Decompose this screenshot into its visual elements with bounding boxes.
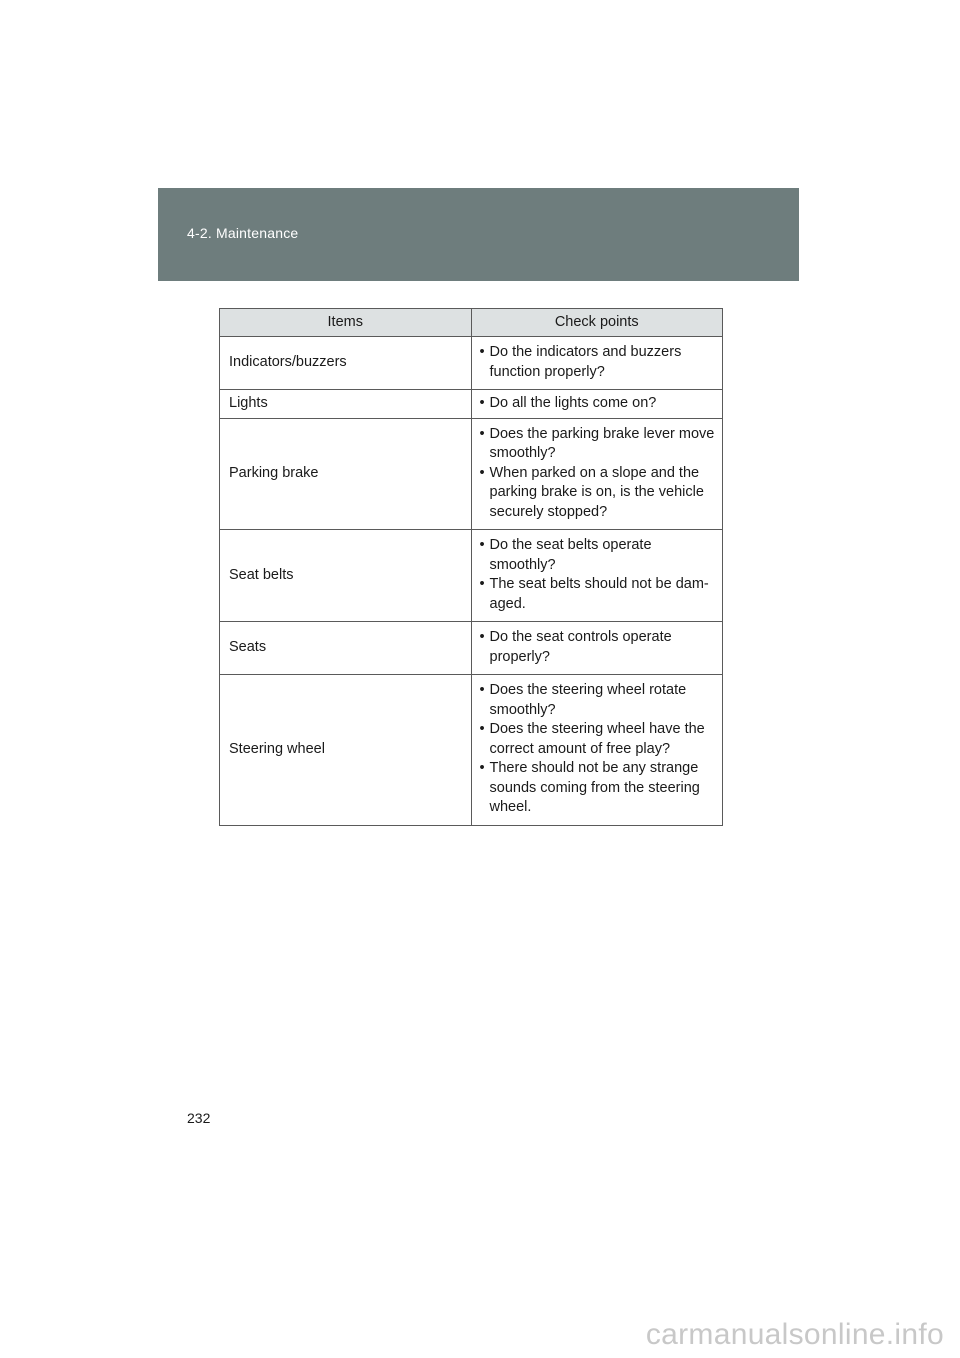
check-points-cell [471, 418, 723, 530]
check-points-list [480, 425, 719, 523]
bullet: • [479, 760, 485, 776]
check-points-cell [471, 530, 723, 622]
check-point [480, 425, 719, 464]
check-points-list [480, 681, 719, 818]
check-point-text: Does the parking brake lever move smoothly? [489, 425, 715, 461]
check-points-list [480, 394, 719, 414]
bullet: • [479, 721, 485, 737]
check-point-text: Do the indicators and buzzers function properly? [489, 344, 682, 380]
check-points-cell [471, 675, 723, 826]
check-point-text: There should not be any strange sounds coming from the steering wheel. [489, 760, 700, 815]
check-point-text: Does the steering wheel rotate smoothly? [489, 682, 687, 718]
table-header-row [220, 309, 723, 337]
check-point-text: The seat belts should not be dam-aged. [489, 576, 709, 612]
check-point-text: Do all the lights come on? [489, 395, 657, 411]
table-row [220, 418, 723, 530]
table-row [220, 675, 723, 826]
column-header-items: Items [220, 309, 472, 337]
check-point-text: When parked on a slope and the parking brake is on, is the vehicle securely stopped? [489, 464, 704, 520]
bullet: • [479, 464, 485, 481]
check-point [480, 575, 719, 614]
section-header-band [158, 188, 799, 281]
check-points-list [480, 628, 719, 667]
check-points-list [480, 343, 719, 382]
check-points-cell [471, 337, 723, 390]
column-header-check-points: Check points [471, 309, 723, 337]
check-points-list [480, 536, 719, 614]
item-cell: Steering wheel [220, 675, 472, 826]
check-point [480, 681, 719, 720]
table-row [220, 337, 723, 390]
item-cell: Seat belts [220, 530, 472, 622]
page-number: 232 [187, 1110, 211, 1126]
section-title: 4-2. Maintenance [187, 225, 299, 241]
check-point [480, 720, 719, 759]
watermark-logo: carmanualsonline.info [645, 1318, 944, 1351]
check-points-cell [471, 622, 723, 675]
table-row [220, 390, 723, 419]
check-point-text: Does the steering wheel have the correct amount of free play? [489, 721, 705, 757]
table-row [220, 530, 723, 622]
check-point [480, 394, 719, 414]
table-row [220, 622, 723, 675]
bullet: • [479, 344, 485, 360]
item-cell: Seats [220, 622, 472, 675]
bullet: • [479, 629, 485, 645]
check-point-text: Do the seat belts operate smoothly? [489, 537, 652, 573]
check-point [480, 536, 719, 575]
bullet: • [479, 395, 485, 411]
check-point [480, 343, 719, 382]
bullet: • [479, 537, 485, 553]
item-cell: Parking brake [220, 418, 472, 530]
bullet: • [479, 576, 485, 592]
inspection-table [219, 308, 723, 826]
item-cell: Lights [220, 390, 472, 419]
check-point-text: Do the seat controls operate properly? [489, 629, 672, 665]
check-point [480, 759, 719, 818]
check-point [480, 628, 719, 667]
bullet: • [479, 425, 485, 442]
check-points-cell [471, 390, 723, 419]
item-cell: Indicators/buzzers [220, 337, 472, 390]
bullet: • [479, 682, 485, 698]
check-point [480, 464, 719, 523]
